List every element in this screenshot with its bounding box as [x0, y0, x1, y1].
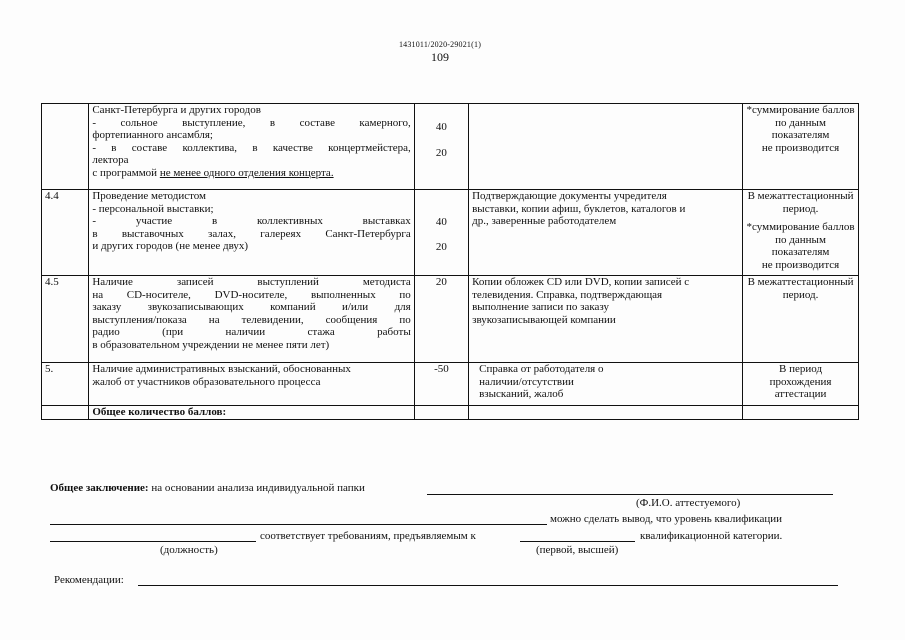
total-label: Общее количество баллов:: [89, 406, 414, 420]
table-row: [42, 363, 859, 406]
criterion-description: Наличие записей выступлений методиста на CD-носителе, DVD-носителе, выполненных по заказу звукозаписывающих компаний и/или для выступления/показа на телевидении, сообщения по радио (при наличии стажа работы в образовательном учреждении не менее пяти лет): [89, 276, 414, 363]
row-number-cell: 4.4: [42, 190, 89, 276]
table-row: [42, 190, 859, 276]
recommendations-blank[interactable]: [138, 585, 838, 586]
document-code: 1431011/2020-29021(1): [398, 40, 482, 49]
table-row: [42, 104, 859, 190]
category-caption: (первой, высшей): [536, 544, 619, 556]
criterion-description: Наличие административных взысканий, обоснованных жалоб от участников образовательного процесса: [89, 363, 414, 406]
conclusion-label: Общее заключение:: [50, 482, 149, 494]
category-blank[interactable]: [520, 541, 635, 542]
conclusion-text-2: можно сделать вывод, что уровень квалификации: [550, 513, 783, 525]
criterion-description: Проведение методистом - персональной выставки; - участие в коллективных выставках в выставочных залах, галереях Санкт-Петербурга и других городов (не менее двух): [89, 190, 414, 276]
points-cell: 40 20: [414, 104, 468, 190]
row-number-cell: [42, 104, 89, 190]
note-cell: В межаттестационный период.: [743, 276, 859, 363]
conclusion-text-1: на основании анализа индивидуальной папки: [151, 482, 365, 494]
table-row: [42, 276, 859, 363]
fio-caption: (Ф.И.О. аттестуемого): [636, 497, 741, 509]
page-number: 109: [431, 50, 449, 64]
documents-cell: Подтверждающие документы учредителя выставки, копии афиш, буклетов, каталогов и др., заверенные работодателем: [469, 190, 743, 276]
points-cell: 20: [414, 276, 468, 363]
points-cell: 40 20: [414, 190, 468, 276]
recommendations-label: Рекомендации:: [54, 574, 124, 586]
criterion-description: Санкт-Петербурга и других городов - сольное выступление, в составе камерного, фортепианного ансамбля; - в составе коллектива, в качестве концертмейстера, лектора с программой не менее одного отделения концерта.: [89, 104, 414, 190]
position-blank[interactable]: [50, 541, 256, 542]
conclusion-text-4: квалификационной категории.: [640, 530, 783, 542]
total-row: [42, 406, 859, 420]
row-number-cell: 5.: [42, 363, 89, 406]
total-points-cell: [414, 406, 468, 420]
conclusion-text-3: соответствует требованиям, предъявляемым к: [260, 530, 476, 542]
documents-cell: Копии обложек CD или DVD, копии записей с телевидения. Справка, подтверждающая выполнение записи по заказу звукозаписывающей компании: [469, 276, 743, 363]
row-number-cell: 4.5: [42, 276, 89, 363]
note-cell: В период прохождения аттестации: [743, 363, 859, 406]
position-caption: (должность): [160, 544, 218, 556]
documents-cell: Справка от работодателя о наличии/отсутствии взысканий, жалоб: [469, 363, 743, 406]
criteria-table: [41, 103, 859, 420]
fio-blank[interactable]: [427, 494, 833, 495]
note-cell: *суммирование баллов по данным показателям не производится: [743, 104, 859, 190]
points-cell: -50: [414, 363, 468, 406]
note-cell: В межаттестационный период. *суммирование баллов по данным показателям не производится: [743, 190, 859, 276]
documents-cell: [469, 104, 743, 190]
conclusion-line-1: [50, 482, 365, 494]
position-blank-line[interactable]: [50, 524, 547, 525]
